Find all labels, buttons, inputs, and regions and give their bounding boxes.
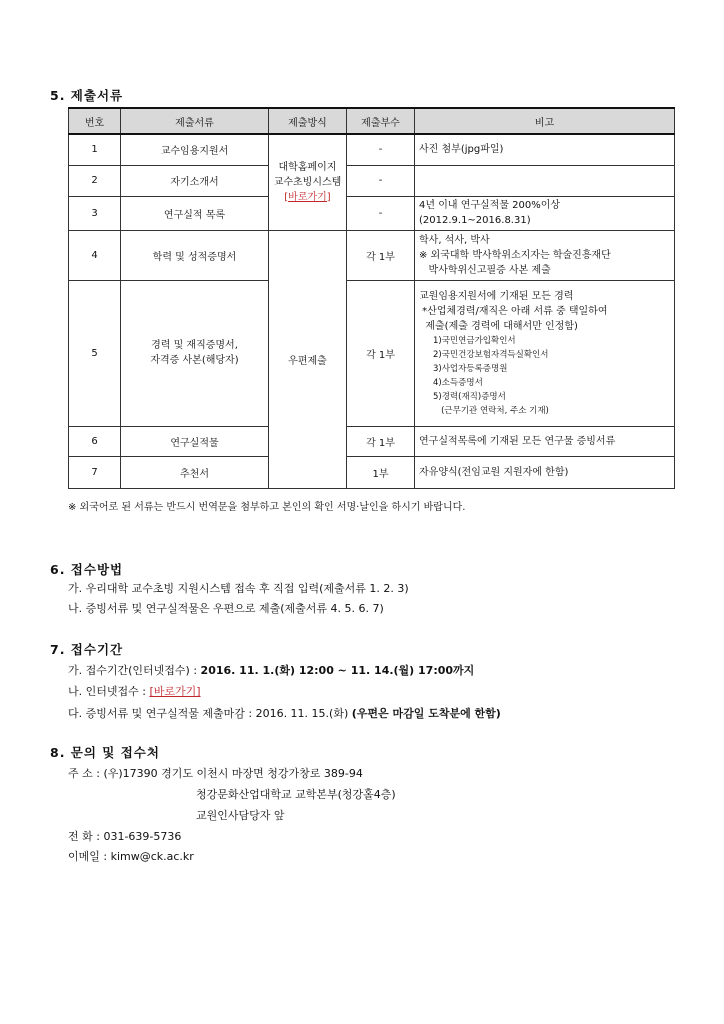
method-online-line: 대학홈페이지 — [278, 161, 337, 173]
list-item: 5)경력(재직)증명서 — [433, 391, 506, 402]
row-no: 2 — [69, 165, 121, 196]
row-document: 자기소개서 — [121, 165, 269, 196]
row-remarks — [415, 280, 675, 426]
table-row — [69, 426, 675, 456]
remark-line: 자유양식(전임교원 지원자에 한함) — [419, 466, 569, 478]
row-document: 추천서 — [121, 456, 269, 488]
list-item: 4)소득증명서 — [433, 377, 483, 388]
row-no: 7 — [69, 456, 121, 488]
address-line-2: 청강문화산업대학교 교학본부(청강홀4층) — [196, 788, 396, 801]
remark-line: ※ 외국대학 박사학위소지자는 학술진흥재단 — [419, 249, 611, 261]
header-copies: 제출부수 — [347, 108, 415, 134]
header-remarks: 비고 — [415, 108, 675, 134]
row-document: 연구실적물 — [121, 426, 269, 456]
deadline-label: 다. 증빙서류 및 연구실적물 제출마감 : 2016. 11. 15.(화) — [68, 707, 352, 720]
row-no: 3 — [69, 196, 121, 230]
remark-line: (2012.9.1~2016.8.31) — [419, 215, 531, 226]
remark-line: 박사학위신고필증 사본 제출 — [419, 264, 551, 276]
table-row — [69, 456, 675, 488]
section5-title: 5. 제출서류 — [50, 88, 124, 103]
header-document: 제출서류 — [121, 108, 269, 134]
period-line-b — [68, 683, 201, 699]
row-copies: 1부 — [347, 456, 415, 488]
period-label: 가. 접수기간(인터넷접수) : — [68, 664, 201, 677]
phone-line — [68, 828, 181, 844]
table-row — [69, 196, 675, 230]
method-post-cell: 우편제출 — [269, 230, 347, 488]
row-copies: 각 1부 — [347, 280, 415, 426]
address-line — [68, 765, 363, 781]
phone-label: 전 화 : — [68, 830, 104, 843]
document-line: 경력 및 재직증명서, — [151, 340, 238, 351]
address-line-3: 교원인사담당자 앞 — [196, 809, 285, 822]
period-line-a — [68, 662, 474, 678]
table-row — [69, 230, 675, 280]
row-copies: 각 1부 — [347, 230, 415, 280]
row-no: 6 — [69, 426, 121, 456]
remark-line: 4년 이내 연구실적물 200%이상 — [419, 200, 561, 211]
row-no: 1 — [69, 134, 121, 165]
row-remarks — [415, 165, 675, 196]
deadline-note: (우편은 마감일 도착분에 한함) — [351, 707, 501, 720]
table-row — [69, 280, 675, 426]
row-remarks — [415, 196, 675, 230]
list-item: 1)국민연금가입확인서 — [433, 335, 516, 346]
row-copies: - — [347, 165, 415, 196]
internet-apply-link[interactable]: [바로가기] — [149, 685, 201, 698]
method-line-b: 나. 증빙서류 및 연구실적물은 우편으로 제출(제출서류 4. 5. 6. 7) — [68, 602, 384, 615]
period-value: 2016. 11. 1.(화) 12:00 ~ 11. 14.(월) 17:00까지 — [200, 664, 475, 677]
remark-line: 연구실적목록에 기재된 모든 연구물 증빙서류 — [419, 435, 616, 447]
email-label: 이메일 : — [68, 850, 111, 863]
row-copies: - — [347, 196, 415, 230]
address-label: 주 소 : — [68, 767, 104, 780]
row-copies: - — [347, 134, 415, 165]
row-remarks — [415, 230, 675, 280]
row-no: 5 — [69, 280, 121, 426]
section8-title: 8. 문의 및 접수처 — [50, 745, 160, 760]
list-item: (근무기관 연락처, 주소 기재) — [433, 405, 549, 416]
remark-line: 제출(제출 경력에 대해서만 인정함) — [419, 320, 578, 332]
row-no: 4 — [69, 230, 121, 280]
header-method: 제출방식 — [269, 108, 347, 134]
remark-line: 학사, 석사, 박사 — [419, 234, 490, 246]
row-copies: 각 1부 — [347, 426, 415, 456]
apply-shortcut-link[interactable]: [바로가기] — [284, 191, 331, 203]
address-value: (우)17390 경기도 이천시 마장면 청강가창로 389-94 — [103, 767, 363, 780]
document-line: 자격증 사본(해당자) — [150, 355, 239, 366]
row-document: 교수임용지원서 — [121, 134, 269, 165]
header-no: 번호 — [69, 108, 121, 134]
list-item: 3)사업자등록증명원 — [433, 363, 508, 374]
method-line-a: 가. 우리대학 교수초빙 지원시스템 접속 후 직접 입력(제출서류 1. 2. 3) — [68, 582, 409, 595]
proof-document-list — [419, 334, 670, 418]
period-line-c — [68, 705, 501, 721]
internet-apply-label: 나. 인터넷접수 : — [68, 685, 150, 698]
table-row — [69, 165, 675, 196]
section7-title: 7. 접수기간 — [50, 642, 124, 657]
table-header-row — [69, 108, 675, 134]
remark-line: 사진 첨부(jpg파일) — [419, 144, 504, 156]
method-online-line: 교수초빙시스템 — [273, 176, 342, 188]
row-document: 연구실적 목록 — [121, 196, 269, 230]
email-line — [68, 848, 194, 864]
table-row — [69, 134, 675, 165]
remark-line: *산업체경력/재직은 아래 서류 중 택일하여 — [419, 305, 608, 317]
row-remarks — [415, 456, 675, 488]
phone-value: 031-639-5736 — [103, 830, 182, 843]
row-remarks — [415, 426, 675, 456]
row-document: 학력 및 성적증명서 — [121, 230, 269, 280]
documents-table — [68, 107, 675, 489]
list-item: 2)국민건강보험자격득실확인서 — [433, 349, 549, 360]
section6-title: 6. 접수방법 — [50, 562, 124, 577]
row-remarks — [415, 134, 675, 165]
row-document — [121, 280, 269, 426]
remark-line: 교원임용지원서에 기재된 모든 경력 — [419, 290, 574, 302]
method-online-cell — [269, 134, 347, 230]
translation-footnote: ※ 외국어로 된 서류는 반드시 번역문을 첨부하고 본인의 확인 서명·날인을 하시기 바랍니다. — [68, 502, 466, 513]
email-value[interactable]: kimw@ck.ac.kr — [110, 850, 194, 863]
